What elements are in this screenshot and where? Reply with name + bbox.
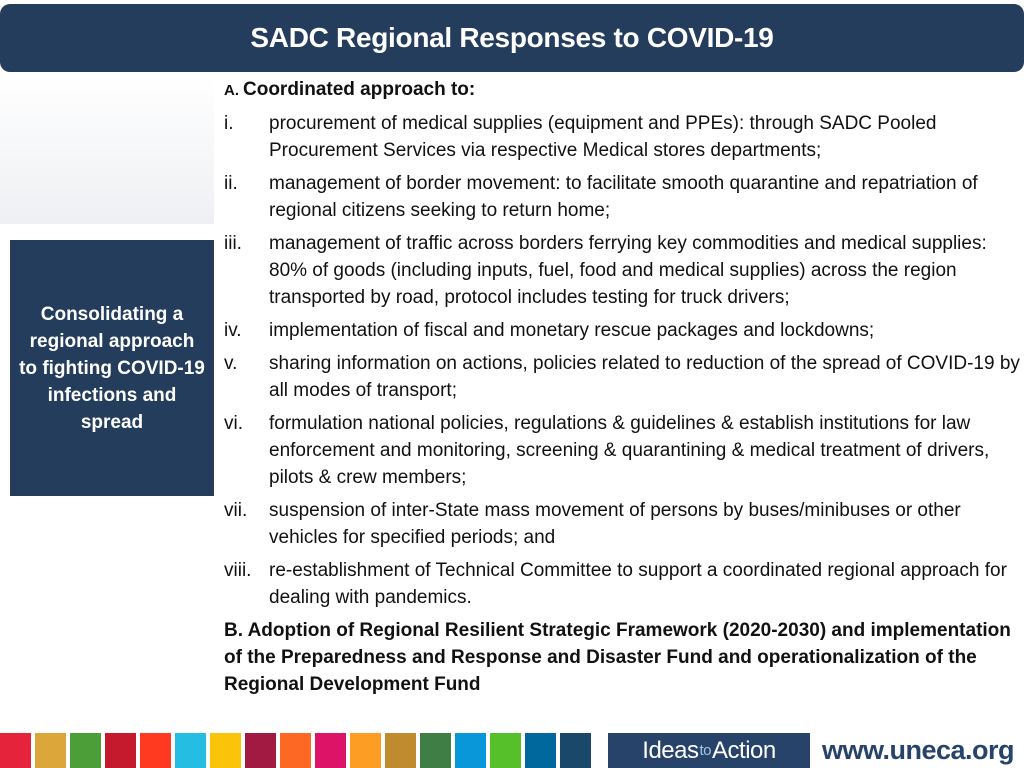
sdg-color-block xyxy=(490,733,521,768)
ideas-to-action-logo xyxy=(608,733,810,768)
list-item xyxy=(224,230,1020,311)
list-item-text: suspension of inter-State mass movement of persons by buses/minibuses or other vehicles for specified periods; and xyxy=(269,500,961,548)
list-item-number: viii. xyxy=(224,560,252,581)
list-item-text: re-establishment of Technical Committee to support a coordinated regional approach for dealing with pandemics. xyxy=(269,560,1007,608)
sdg-color-block xyxy=(140,733,171,768)
section-b: B. Adoption of Regional Resilient Strategic Framework (2020-2030) and implementation of the Preparedness and Response and Disaster Fund and operationalization of the Regional Development Fund xyxy=(224,620,1011,695)
sdg-color-block xyxy=(525,733,556,768)
section-a-title: Coordinated approach to: xyxy=(243,79,476,100)
list-item-number: i. xyxy=(224,113,234,134)
list-item-number: vii. xyxy=(224,500,248,521)
website-link[interactable]: www.uneca.org xyxy=(821,735,1015,765)
list-item xyxy=(224,557,1020,611)
sdg-color-block xyxy=(210,733,241,768)
list-item xyxy=(224,497,1020,551)
list-item-text: sharing information on actions, policies related to reduction of the spread of COVID-19 by all modes of transport; xyxy=(269,353,1020,401)
sdg-color-block xyxy=(315,733,346,768)
section-a-label: A. xyxy=(224,82,239,99)
list-item-text: procurement of medical supplies (equipment and PPEs): through SADC Pooled Procurement Services via respective Medical stores departments; xyxy=(269,113,937,161)
list-item-text: management of traffic across borders ferrying key commodities and medical supplies: 80% of goods (including inputs, fuel, food and medical supplies) across the region transported by road, protocol includes testing for truck drivers; xyxy=(269,233,987,308)
sdg-color-block xyxy=(70,733,101,768)
list-item-number: vi. xyxy=(224,413,243,434)
page-title: SADC Regional Responses to COVID-19 xyxy=(250,22,774,53)
sidebar-background xyxy=(0,74,214,224)
sdg-color-block xyxy=(420,733,451,768)
sdg-color-block xyxy=(105,733,136,768)
list-item xyxy=(224,170,1020,224)
list-item xyxy=(224,410,1020,491)
list-item-number: ii. xyxy=(224,173,238,194)
sdg-color-block xyxy=(0,733,31,768)
logo-action: Action xyxy=(712,736,776,764)
logo-ideas: Ideas xyxy=(642,736,699,764)
sdg-color-block xyxy=(280,733,311,768)
sdg-color-block xyxy=(245,733,276,768)
theme-box xyxy=(10,240,214,496)
section-a-list xyxy=(224,110,1020,611)
list-item-text: implementation of fiscal and monetary rescue packages and lockdowns; xyxy=(269,320,875,341)
list-item xyxy=(224,350,1020,404)
title-bar xyxy=(0,4,1024,72)
theme-text: Consolidating a regional approach to fighting COVID-19 infections and spread xyxy=(19,303,205,433)
sdg-color-block xyxy=(175,733,206,768)
sdg-color-block xyxy=(455,733,486,768)
sdg-color-block xyxy=(385,733,416,768)
sdg-color-block xyxy=(350,733,381,768)
logo-to: to xyxy=(699,742,712,759)
content-area xyxy=(224,76,1020,698)
section-a-heading xyxy=(224,76,1020,104)
list-item-text: management of border movement: to facilitate smooth quarantine and repatriation of regional citizens seeking to return home; xyxy=(269,173,978,221)
list-item-text: formulation national policies, regulations & guidelines & establish institutions for law enforcement and monitoring, screening & quarantining & medical treatment of drivers, pilots & crew members; xyxy=(269,413,990,488)
list-item xyxy=(224,317,1020,344)
sdg-color-block xyxy=(560,733,591,768)
list-item-number: v. xyxy=(224,353,238,374)
sdg-color-block xyxy=(35,733,66,768)
list-item-number: iii. xyxy=(224,233,242,254)
list-item xyxy=(224,110,1020,164)
list-item-number: iv. xyxy=(224,320,242,341)
